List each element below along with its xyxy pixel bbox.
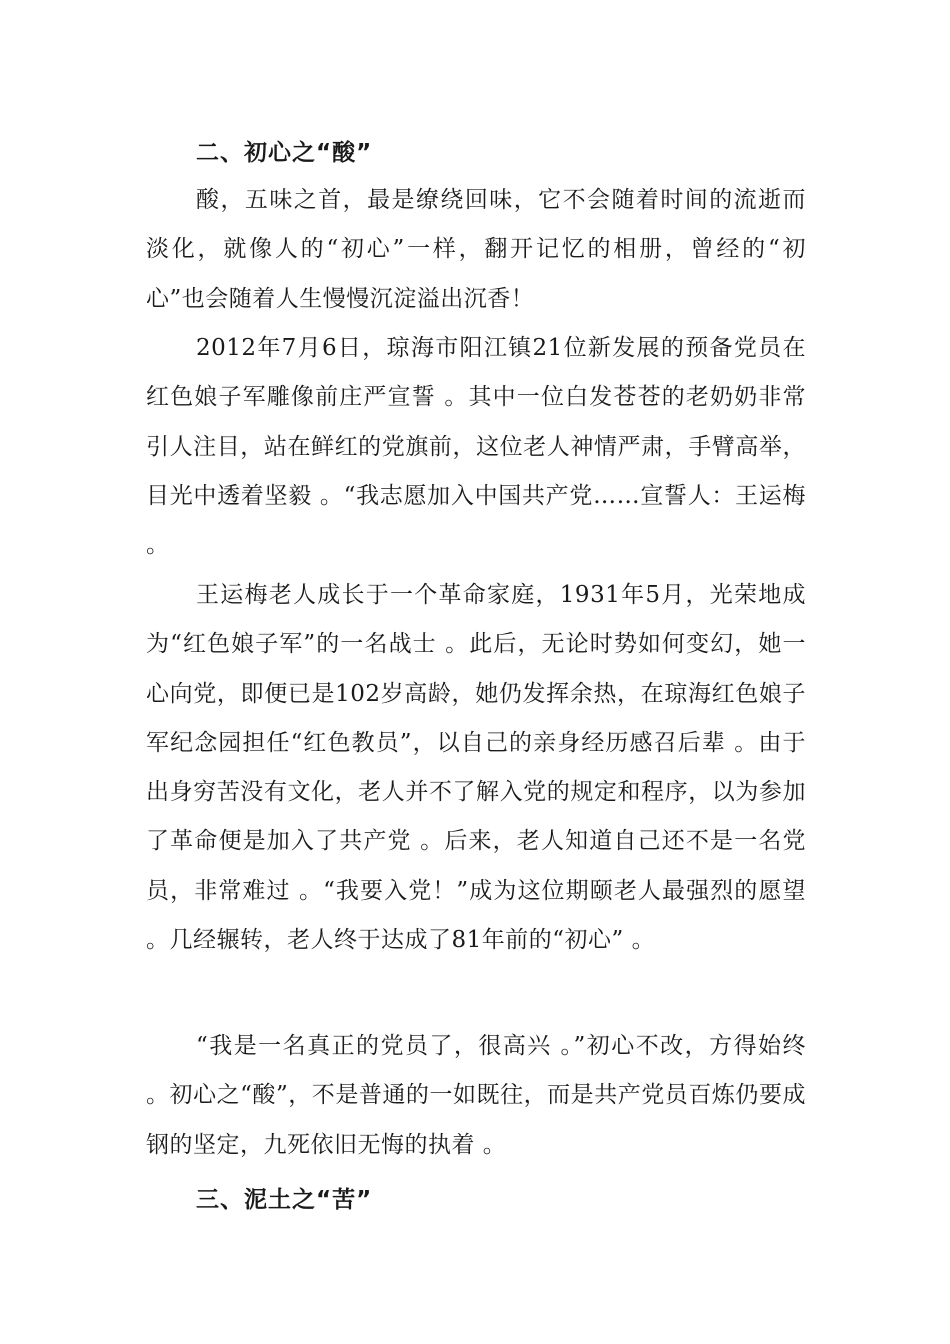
paragraph-3: 王运梅老人成长于一个革命家庭，1931年5月，光荣地成为“红色娘子军”的一名战士 。此后，无论时势如何变幻，她一心向党，即便已是102岁高龄，她仍发挥余热，在琼海红色娘子军纪念园担任“红色教员”，以自己的亲身经历感召后辈 。由于出身穷苦没有文化，老人并不了解入党的规定和程序，以为参加了革命便是加入了共产党 。后来，老人知道自己还不是一名党员，非常难过 。“我要入党！”成为这位期颐老人最强烈的愿望 。几经辗转，老人终于达成了81年前的“初心” 。 xyxy=(146,582,806,954)
paragraph-2: 2012年7月6日，琼海市阳江镇21位新发展的预备党员在红色娘子军雕像前庄严宣誓 。其中一位白发苍苍的老奶奶非常引人注目，站在鲜红的党旗前，这位老人神情严肃，手臂高举，目光中透着坚毅 。“我志愿加入中国共产党……宣誓人：王运梅 。 xyxy=(146,335,806,559)
paragraph-1: 酸，五味之首，最是缭绕回味，它不会随着时间的流逝而淡化，就像人的“初心”一样，翻开记忆的相册，曾经的“初心”也会随着人生慢慢沉淀溢出沉香！ xyxy=(146,187,806,312)
section-heading-2: 二、初心之“酸” xyxy=(196,140,373,166)
paragraph-4: “我是一名真正的党员了，很高兴 。”初心不改，方得始终 。初心之“酸”，不是普通的一如既往，而是共产党员百炼仍要成钢的坚定，九死依旧无悔的执着 。 xyxy=(146,1033,806,1158)
section-heading-3: 三、泥土之“苦” xyxy=(196,1187,373,1213)
